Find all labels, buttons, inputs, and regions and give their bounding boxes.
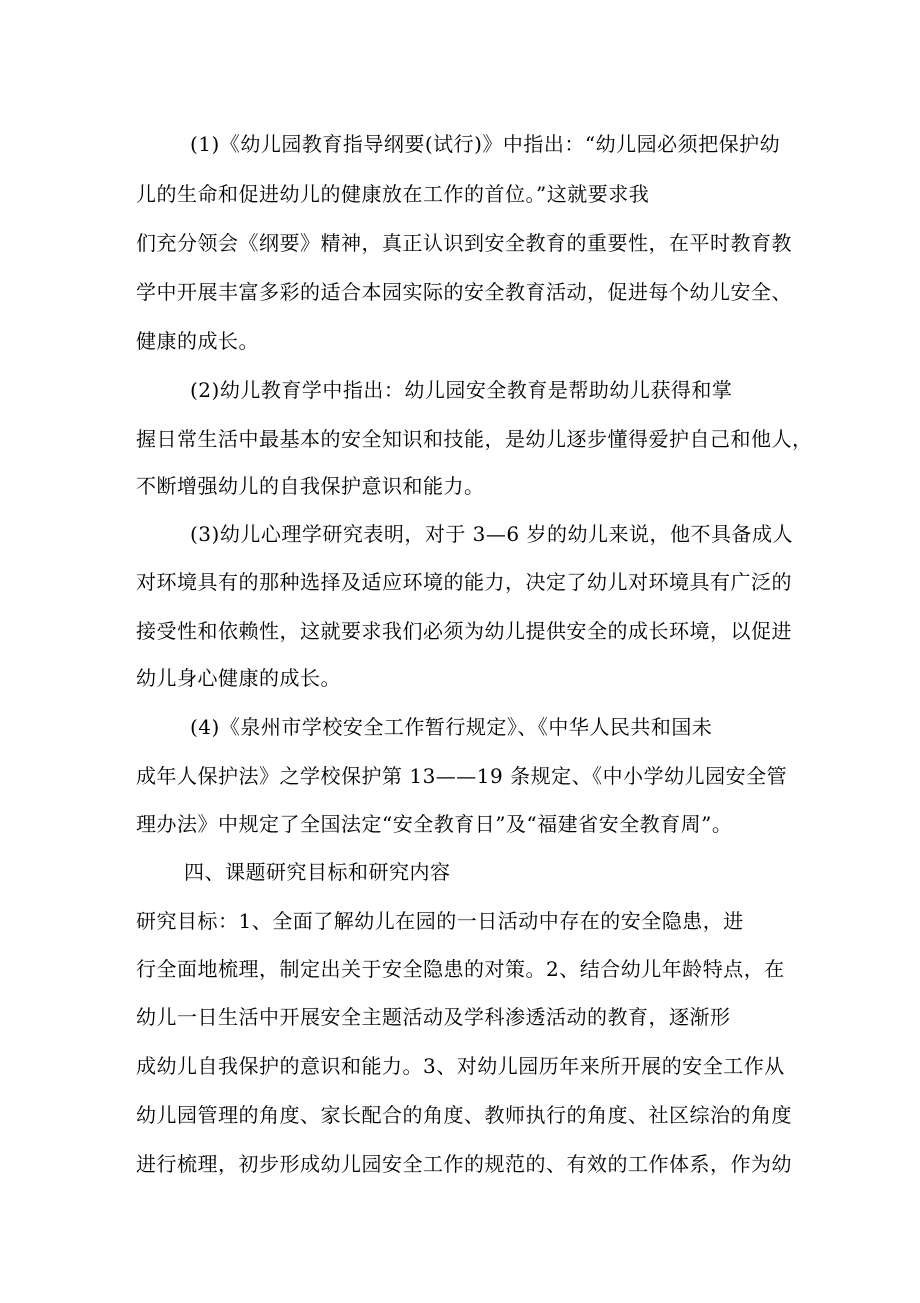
text-line: 成幼儿自我保护的意识和能力。3、对幼儿园历年来所开展的安全工作从 <box>136 1054 785 1078</box>
text-line: 不断增强幼儿的自我保护意识和能力。 <box>136 474 485 498</box>
text-line: 对环境具有的那种选择及适应环境的能力，决定了幼儿对环境具有广泛的 <box>136 570 792 594</box>
text-line: 研究目标：1、全面了解幼儿在园的一日活动中存在的安全隐患，进 <box>136 909 744 933</box>
text-line: (2)幼儿教育学中指出：幼儿园安全教育是帮助幼儿获得和掌 <box>190 378 733 402</box>
text-line: 握日常生活中最基本的安全知识和技能，是幼儿逐步懂得爱护自己和他人， <box>136 427 813 451</box>
text-line: 学中开展丰富多彩的适合本园实际的安全教育活动，促进每个幼儿安全、 <box>136 280 792 304</box>
text-line: (3)幼儿心理学研究表明，对于 3—6 岁的幼儿来说，他不具备成人 <box>190 522 793 546</box>
text-line: (1)《幼儿园教育指导纲要(试行)》中指出：“幼儿园必须把保护幼 <box>190 132 781 156</box>
text-line: 行全面地梳理，制定出关于安全隐患的对策。2、结合幼儿年龄特点，在 <box>136 957 785 981</box>
text-line: 理办法》中规定了全国法定“安全教育日”及“福建省安全教育周”。 <box>136 812 733 836</box>
text-line: (4)《泉州市学校安全工作暂行规定》、《中华人民共和国未 <box>190 715 713 739</box>
text-line: 进行梳理，初步形成幼儿园安全工作的规范的、有效的工作体系，作为幼 <box>136 1152 792 1176</box>
text-line: 成年人保护法》之学校保护第 13——19 条规定、《中小学幼儿园安全管 <box>136 764 788 788</box>
text-line: 接受性和依赖性，这就要求我们必须为幼儿提供安全的成长环境，以促进 <box>136 619 792 643</box>
text-line: 幼儿身心健康的成长。 <box>136 666 341 690</box>
text-line: 幼儿园管理的角度、家长配合的角度、教师执行的角度、社区综治的角度 <box>136 1103 792 1127</box>
text-line: 健康的成长。 <box>136 329 259 353</box>
text-line: 们充分领会《纲要》精神，真正认识到安全教育的重要性，在平时教育教 <box>136 231 792 255</box>
section-heading: 四、课题研究目标和研究内容 <box>184 860 451 884</box>
text-line: 幼儿一日生活中开展安全主题活动及学科渗透活动的教育，逐渐形 <box>136 1005 731 1029</box>
text-line: 儿的生命和促进幼儿的健康放在工作的首位。”这就要求我 <box>136 182 650 206</box>
